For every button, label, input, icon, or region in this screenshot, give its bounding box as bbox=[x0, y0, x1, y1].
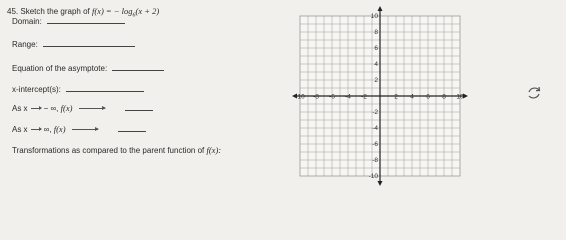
x-tick-label: 6 bbox=[426, 93, 430, 101]
transformations-label: Transformations as compared to the parent function of bbox=[12, 146, 205, 155]
range-row bbox=[12, 40, 135, 49]
domain-label: Domain: bbox=[12, 17, 42, 26]
asymptote-answer-blank[interactable] bbox=[112, 69, 164, 71]
x-tick-label: -10 bbox=[295, 93, 305, 101]
arrow-icon bbox=[31, 108, 41, 109]
x-axis-arrow-right bbox=[463, 94, 468, 99]
limit2-target: ∞, bbox=[43, 125, 52, 134]
y-tick-label: 10 bbox=[370, 13, 378, 21]
y-tick-label: 2 bbox=[374, 77, 378, 85]
y-axis-arrow-up bbox=[378, 6, 383, 11]
limit1-func: f(x) bbox=[60, 103, 73, 113]
arrow-icon bbox=[79, 108, 105, 109]
y-tick-label: -10 bbox=[368, 173, 378, 181]
problem-number: 45. bbox=[7, 7, 19, 16]
limit2-prefix: As x bbox=[12, 125, 28, 134]
y-tick-label: -8 bbox=[372, 157, 378, 165]
x-tick-label: -8 bbox=[313, 93, 319, 101]
x-intercept-row bbox=[12, 85, 144, 94]
y-tick-label: 8 bbox=[374, 29, 378, 37]
y-tick-label: -6 bbox=[372, 141, 378, 149]
limit2-func: f(x) bbox=[53, 124, 66, 134]
y-tick-label: 6 bbox=[374, 45, 378, 53]
domain-answer-blank[interactable] bbox=[47, 22, 125, 24]
x-tick-label: -6 bbox=[329, 93, 335, 101]
asymptote-label: Equation of the asymptote: bbox=[12, 64, 108, 73]
y-axis-arrow-down bbox=[378, 181, 383, 186]
transformations-func: f(x): bbox=[206, 145, 222, 155]
y-tick-label: -4 bbox=[372, 125, 378, 133]
function-expression: f(x) = − $\log_6(x + 2)$ bbox=[91, 6, 160, 19]
limit1-answer-blank[interactable] bbox=[125, 109, 153, 111]
limit2-answer-blank[interactable] bbox=[118, 130, 146, 132]
x-tick-label: 2 bbox=[394, 93, 398, 101]
arrow-icon bbox=[31, 129, 41, 130]
limit1-prefix: As x bbox=[12, 104, 28, 113]
transformations-row bbox=[12, 145, 221, 155]
refresh-icon[interactable] bbox=[525, 84, 543, 102]
problem-prompt: Sketch the graph of bbox=[20, 7, 90, 16]
x-tick-label: 8 bbox=[442, 93, 446, 101]
domain-row bbox=[12, 17, 125, 26]
asymptote-row bbox=[12, 64, 164, 73]
x-intercept-label: x-intercept(s): bbox=[12, 85, 61, 94]
x-tick-label: 4 bbox=[410, 93, 414, 101]
y-tick-label: 4 bbox=[374, 61, 378, 69]
range-answer-blank[interactable] bbox=[43, 45, 135, 47]
coordinate-grid[interactable] bbox=[282, 2, 482, 192]
x-tick-label: 10 bbox=[456, 93, 464, 101]
y-tick-label: -2 bbox=[372, 109, 378, 117]
range-label: Range: bbox=[12, 40, 38, 49]
x-tick-label: -4 bbox=[345, 93, 351, 101]
limit1-target: − ∞, bbox=[43, 104, 59, 113]
limit-row-positive bbox=[12, 124, 146, 134]
x-intercept-answer-blank[interactable] bbox=[66, 90, 144, 92]
arrow-icon bbox=[72, 129, 98, 130]
limit-row-negative bbox=[12, 103, 153, 113]
x-tick-label: -2 bbox=[361, 93, 367, 101]
